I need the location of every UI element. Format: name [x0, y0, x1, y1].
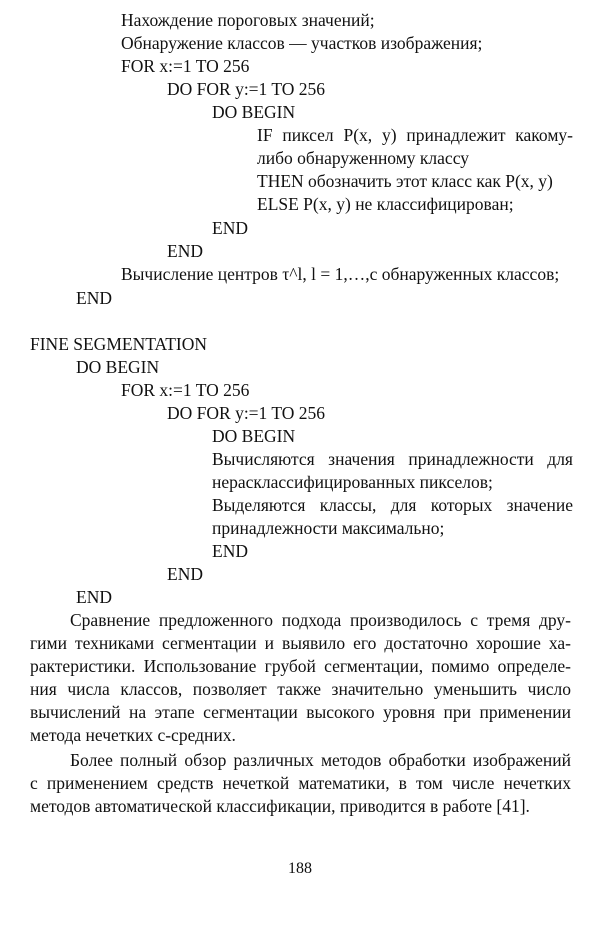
code-line: END	[167, 241, 203, 261]
code-line: принадлежности максимально;	[212, 518, 445, 538]
page-number: 188	[288, 860, 312, 877]
code-line: ELSE P(x, y) не классифицирован;	[257, 194, 514, 214]
code-line: DO FOR y:=1 TO 256	[167, 79, 325, 99]
paragraph-line: с применением средств нечеткой математики, в том числе нечетких	[30, 773, 571, 793]
code-line: Обнаружение классов — участков изображения;	[121, 33, 483, 53]
code-line: Вычисляются значения принадлежности для	[212, 449, 573, 469]
code-line: FOR x:=1 TO 256	[121, 56, 250, 76]
code-line: END	[76, 587, 112, 607]
code-line: FOR x:=1 TO 256	[121, 380, 250, 400]
paragraph-line: метода нечетких c-средних.	[30, 725, 236, 745]
paragraph-review	[30, 749, 571, 818]
paragraph-line: методов автоматической классификации, приводится в работе [41].	[30, 796, 530, 816]
paragraph-line: рактеристики. Использование грубой сегментации, помимо определе-	[30, 656, 571, 676]
code-line: либо обнаруженному классу	[257, 148, 469, 168]
code-line: END	[212, 541, 248, 561]
code-line: THEN обозначить этот класс как P(x, y)	[257, 171, 553, 191]
code-line: DO BEGIN	[212, 426, 296, 446]
code-line: IF пиксел P(x, y) принадлежит какому-	[257, 125, 573, 145]
code-line: нерасклассифицированных пикселов;	[212, 472, 493, 492]
code-line: DO BEGIN	[212, 102, 296, 122]
code-line: Выделяются классы, для которых значение	[212, 495, 573, 515]
paragraph-comparison	[30, 609, 571, 747]
code-line: Вычисление центров τ^l, l = 1,…,c обнаруженных классов;	[121, 264, 560, 284]
paragraph-line: вычислений на этапе сегментации высокого уровня при применении	[30, 702, 571, 722]
code-line: Нахождение пороговых значений;	[121, 10, 375, 30]
code-line: DO FOR y:=1 TO 256	[167, 403, 325, 423]
code-line: DO BEGIN	[76, 357, 160, 377]
code-line: FINE SEGMENTATION	[30, 334, 207, 354]
code-line: END	[76, 288, 112, 308]
paragraph-line: Сравнение предложенного подхода производилось с тремя дру-	[70, 610, 571, 630]
code-line: END	[212, 218, 248, 238]
paragraph-line: ния числа классов, позволяет также значительно уменьшить число	[30, 679, 571, 699]
paragraph-line: Более полный обзор различных методов обработки изображений	[70, 750, 571, 770]
paragraph-line: гими техниками сегментации и выявило его достаточно хорошие ха-	[30, 633, 571, 653]
code-line: END	[167, 564, 203, 584]
